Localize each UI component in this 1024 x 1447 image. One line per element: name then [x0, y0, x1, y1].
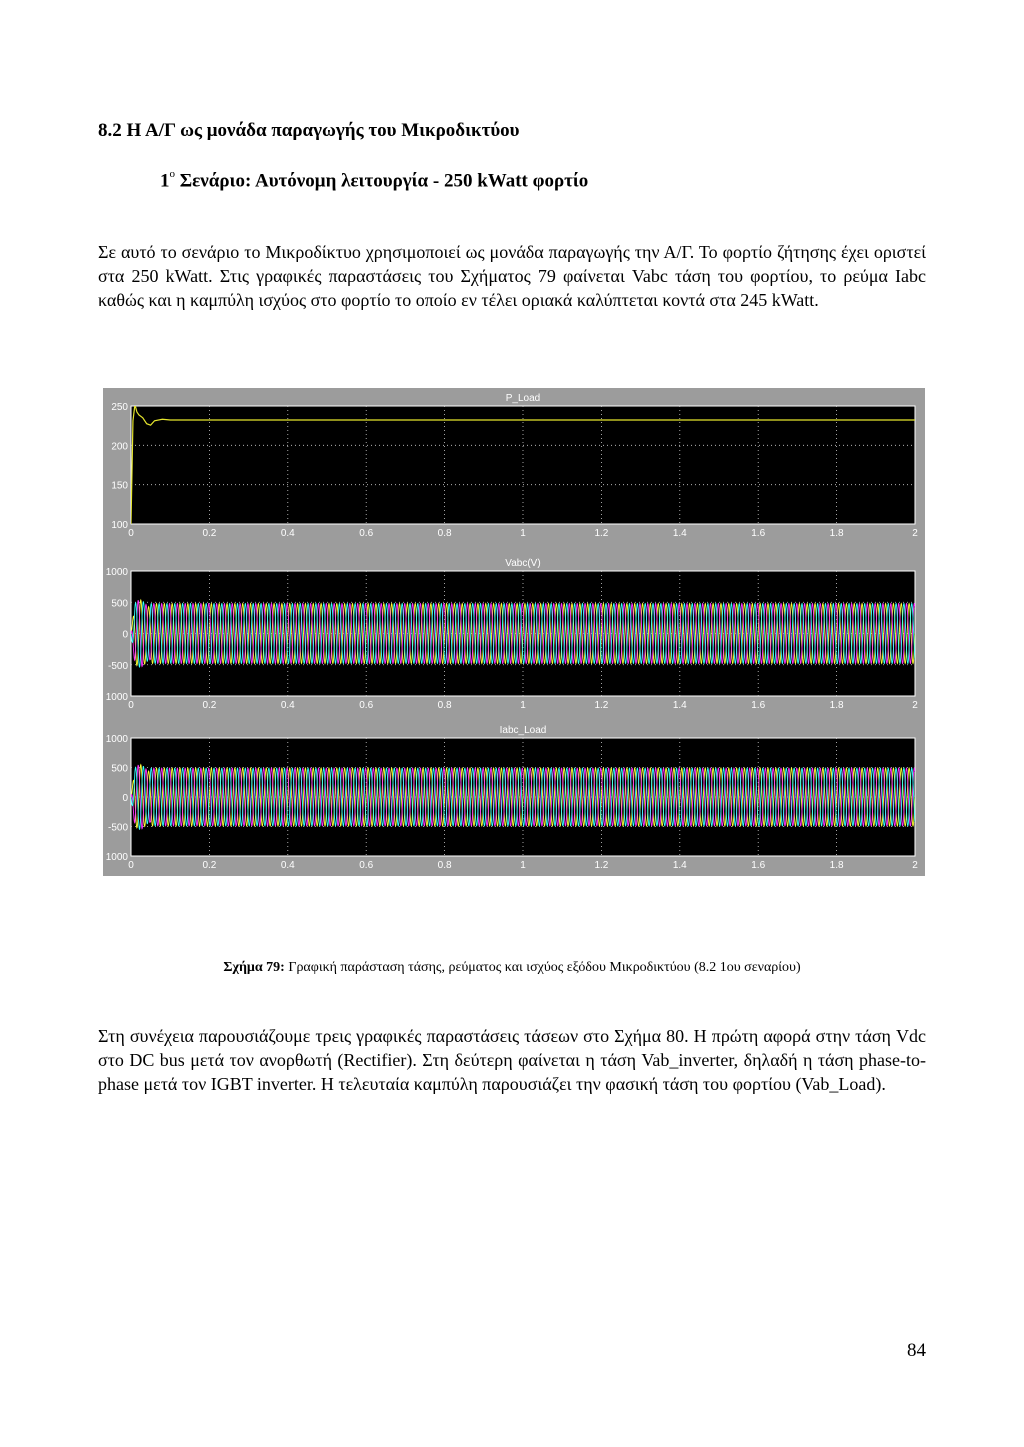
x-tick-label: 1 [520, 860, 526, 871]
scope-panel-1 [111, 393, 918, 539]
x-tick-label: 0 [128, 860, 134, 871]
x-tick-label: 0.2 [202, 528, 217, 539]
x-tick-label: 0.6 [359, 528, 374, 539]
y-tick-label: 150 [111, 480, 128, 492]
panel-title: Vabc(V) [505, 558, 541, 569]
x-tick-label: 0.6 [359, 700, 374, 711]
followup-paragraph: Στη συνέχεια παρουσιάζουμε τρεις γραφικές παραστάσεις τάσεων στο Σχήμα 80. Η πρώτη αφορά στην τάση Vdc στο DC bus μετά τον ανορθωτή (Rectifier). Στη δεύτερη φαίνεται η τάση Vab_inverter, δηλαδή η τάση phase-to-phase μετά τον IGBT inverter. Η τελευταία καμπύλη παρουσιάζει την φασική τάση του φορτίου (Vab_Load). [98, 1026, 926, 1094]
y-tick-label: 1000 [105, 692, 128, 703]
x-tick-label: 1.2 [594, 860, 609, 871]
y-tick-label: 250 [111, 402, 128, 413]
x-tick-label: 0 [128, 528, 134, 539]
y-tick-label: 0 [122, 793, 128, 804]
scope-plots [103, 388, 925, 876]
scenario-title-text: Σενάριο: Αυτόνομη λειτουργία - 250 kWatt φορτίο [179, 170, 589, 192]
x-tick-label: 1 [520, 528, 526, 539]
scenario-ordinal-marker: ο [169, 168, 175, 180]
x-tick-label: 1 [520, 700, 526, 711]
x-tick-label: 0.2 [202, 700, 217, 711]
y-tick-label: 500 [111, 763, 128, 775]
y-tick-label: 0 [122, 629, 128, 641]
x-tick-label: 1.2 [594, 700, 609, 711]
figure-79 [103, 388, 925, 876]
y-tick-label: 100 [111, 520, 128, 531]
x-tick-label: 1.8 [829, 700, 844, 711]
x-tick-label: 0 [128, 700, 134, 711]
x-tick-label: 2 [912, 528, 918, 539]
y-tick-label: 200 [111, 441, 128, 453]
intro-paragraph: Σε αυτό το σενάριο το Μικροδίκτυο χρησιμοποιεί ως μονάδα παραγωγής την Α/Γ. Το φορτίο ζήτησης έχει οριστεί στα 250 kWatt. Στις γραφικές παραστάσεις του Σχήματος 79 φαίνεται Vabc τάση του φορτίου, το ρεύμα Iabc καθώς και η καμπύλη ισχύος στο φορτίο το οποίο εν τέλει οριακά καλύπτεται κοντά στα 245 kWatt. [98, 242, 926, 310]
x-tick-label: 0.4 [280, 860, 295, 871]
x-tick-label: 1.2 [594, 528, 609, 539]
scope-panel-3 [106, 725, 918, 871]
page-number: 84 [907, 1340, 926, 1361]
x-tick-label: 0.8 [437, 700, 452, 711]
x-tick-label: 2 [912, 860, 918, 871]
x-tick-label: 0.6 [359, 860, 374, 871]
y-tick-label: 500 [111, 598, 128, 610]
x-tick-label: 1.6 [751, 860, 766, 871]
panel-title: P_Load [505, 393, 541, 404]
caption-label: Σχήμα 79: [223, 960, 285, 975]
y-tick-label: 1000 [105, 734, 128, 745]
figure-caption [98, 960, 926, 976]
x-tick-label: 0.4 [280, 528, 295, 539]
section-title: 8.2 Η Α/Γ ως μονάδα παραγωγής του Μικροδικτύου [98, 120, 520, 141]
x-tick-label: 1.8 [829, 860, 844, 871]
y-tick-label: -500 [107, 660, 128, 672]
x-tick-label: 1.4 [672, 700, 687, 711]
x-tick-label: 1.6 [751, 700, 766, 711]
y-tick-label: 1000 [105, 567, 128, 578]
x-tick-label: 0.4 [280, 700, 295, 711]
x-tick-label: 1.4 [672, 528, 687, 539]
x-tick-label: 0.8 [437, 528, 452, 539]
y-tick-label: 1000 [105, 852, 128, 863]
x-tick-label: 1.6 [751, 528, 766, 539]
scenario-title [160, 170, 588, 192]
x-tick-label: 2 [912, 700, 918, 711]
x-tick-label: 1.8 [829, 528, 844, 539]
scope-panel-2 [106, 558, 918, 711]
y-tick-label: -500 [107, 822, 128, 834]
panel-title: Iabc_Load [499, 725, 547, 736]
caption-text: Γραφική παράσταση τάσης, ρεύματος και ισχύος εξόδου Μικροδικτύου (8.2 1ου σεναρίου) [284, 960, 801, 975]
x-tick-label: 0.8 [437, 860, 452, 871]
x-tick-label: 1.4 [672, 860, 687, 871]
x-tick-label: 0.2 [202, 860, 217, 871]
scenario-number: 1 [160, 170, 170, 192]
